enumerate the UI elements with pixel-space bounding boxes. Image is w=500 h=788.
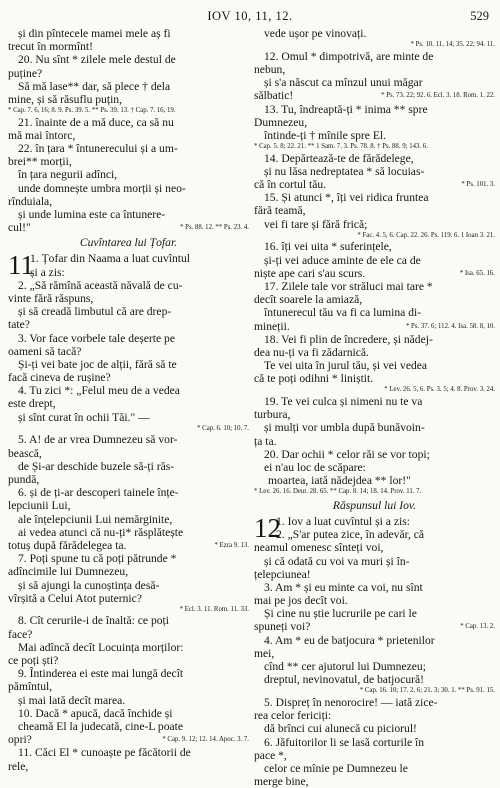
text-line: pămîntul, (8, 680, 53, 694)
text-line: și mulți vor umbla după bunăvoin- (264, 421, 425, 435)
text-line: trecut în mormînt! (8, 40, 94, 54)
verse-text: cul!" (8, 221, 31, 235)
footnote: * Cap. 13. 2. (460, 623, 495, 631)
chapter-number: 11 (8, 250, 34, 281)
text-line-with-footnote (254, 267, 495, 280)
text-line: 12. Omul * dimpotrivă, are minte de (264, 49, 434, 63)
text-line: 20. Nu sînt * zilele mele destul de (18, 53, 176, 67)
text-line: este drept, (8, 397, 56, 411)
text-line: fără teamă, (254, 204, 306, 218)
right-column (254, 27, 495, 788)
verse-text: sălbatic! (254, 89, 294, 103)
text-line: turbura, (254, 408, 291, 422)
footnote: * Ps. 101. 3. (461, 181, 495, 189)
text-line: 2. „S'ar putea zice, în adevăr, că (276, 528, 425, 542)
footnote: * Ps. 88. 12. ** Ps. 23. 4. (180, 224, 249, 232)
text-line: pundă, (8, 473, 40, 486)
text-line: 21. înainte de a mă duce, ca să nu (18, 115, 174, 129)
text-line: 8. Cît cerurile-i de înaltă: ce poți (18, 614, 169, 628)
text-line: mă mai întorc, (8, 128, 76, 142)
text-line-with-footnote (254, 178, 495, 191)
chapter-start (8, 250, 249, 281)
footnote: * Fac. 4. 5, 6. Cap. 22. 26. Ps. 119. 6. 1 Ioan 3. 21. (357, 231, 495, 239)
text-line: 2. „Să rămînă această năvală de cu- (18, 278, 183, 292)
text-line: 17. Zilele tale vor străluci mai tare * (264, 279, 433, 293)
section-heading: Cuvîntarea lui Țofar. (79, 236, 178, 250)
text-line: și că odată cu voi va muri și în- (264, 554, 410, 568)
text-line: merge bine, (254, 775, 309, 788)
text-line: Și-ți vei bate joc de alții, fără să te (18, 357, 177, 371)
text-line: ai vedea atunci că nu-ți* răsplătește (18, 525, 184, 539)
text-line: și s'a născut ca mînzul unui măgar (264, 76, 423, 90)
text-line-with-footnote (8, 221, 249, 234)
text-line-with-footnote (254, 320, 495, 333)
text-line: că te poți odihni * liniștit. (254, 372, 374, 386)
text-line: 16. îți vei uita * suferințele, (264, 240, 392, 254)
text-line: dreptul, nevinovatul, de batjocură! (264, 673, 425, 687)
text-line: 13. Tu, îndreaptă-ți * inima ** spre (264, 102, 428, 116)
footnote: * Ps. 73. 22; 92. 6. Ecl. 3. 18. Rom. 1. 22. (381, 92, 495, 100)
text-line-with-footnote (254, 620, 495, 633)
text-line: 10. Dacă * apucă, dacă închide și (18, 706, 173, 720)
text-line: mine, și să răsuflu puțin, (8, 92, 122, 106)
text-line: Și cine nu știe lucrurile pe cari le (264, 607, 417, 621)
footnote: * Lev. 26. 16. Deut. 28. 65. ** Cap. 8. 14; 18. 14. Prov. 11. 7. (254, 488, 422, 496)
page-header (0, 9, 500, 25)
text-line: cheamă El la judecată, cine-L poate (18, 719, 184, 733)
text-line: puține? (8, 66, 43, 80)
text-line: și să creadă limbutul că are drep- (18, 305, 172, 319)
chapter-number: 12 (254, 512, 281, 543)
text-line: dă brînci cui alunecă cu piciorul! (264, 722, 417, 736)
text-line: dea nu-ți va fi zădarnică. (254, 345, 369, 359)
text-line: 4. Am * eu de batjocura * prietenilor (264, 633, 435, 647)
text-line: vei fi tare și fără frică; (264, 217, 368, 231)
left-column (8, 27, 249, 773)
text-line: 5. A! de ar vrea Dumnezeu să vor- (18, 433, 178, 447)
text-line: 19. Te vei culca și nimeni nu te va (264, 395, 423, 409)
text-line: Mai adîncă decît Locuința morților: (18, 640, 184, 654)
text-line: unde domnește umbra morții și neo- (18, 181, 186, 195)
text-line: vede ușor pe vinovați. (264, 27, 367, 40)
footnote: * Isa. 65. 16. (459, 269, 495, 277)
text-line: 15. Și atunci *, îți vei ridica fruntea (264, 191, 429, 205)
text-line: Dumnezeu, (254, 115, 308, 129)
footnote: * Cap. 16. 10; 17. 2, 6; 21. 3; 30. 1. ** Ps. 91. 15. (359, 687, 495, 695)
text-line: 3. Am * și eu minte ca voi, nu sînt (264, 580, 423, 594)
text-line: rea celor fericiți: (254, 709, 332, 723)
text-line: 5. Dispreț în nenorocire! — iată zice- (264, 696, 438, 709)
text-line: 9. Întinderea ei este mai lungă decît (18, 667, 184, 681)
text-line: și din pîntecele mamei mele aș fi (18, 27, 171, 40)
footnote: * Ps. 37. 6; 112. 4. Isa. 58. 8, 10. (405, 322, 495, 330)
footnote: * Ps. 10. 11, 14; 35. 22; 94. 11. (410, 41, 495, 49)
text-line: cînd ** cer ajutorul lui Dumnezeu; (264, 660, 426, 674)
text-line: pace *, (254, 748, 287, 762)
footnote: * Lev. 26. 5, 6. Ps. 3. 5; 4. 8. Prov. 3. 24. (384, 386, 495, 394)
text-line: întinde-ți † mînile spre El. (264, 128, 387, 142)
text-line: moartea, iată nădejdea ** lor!" (268, 474, 411, 488)
text-line: lepciunii Lui, (8, 499, 71, 513)
text-line: 6. și de ți-ar descoperi tainele înțe- (18, 486, 179, 500)
text-line: țelepciunea! (254, 567, 311, 581)
text-line: tate? (8, 318, 30, 332)
footnote: * Cap. 6. 10; 10. 7. (197, 424, 249, 432)
footnote: * Ezra 9. 13. (214, 541, 249, 549)
text-line: 20. Dar ochii * celor răi se vor topi; (264, 447, 430, 461)
text-line: 3. Vor face vorbele tale deșerte pe (18, 331, 175, 345)
text-line: în țara negurii adînci, (18, 168, 118, 182)
text-line: 6. Jăfuitorilor li se lasă corturile în (264, 735, 425, 749)
text-line: 7. Poți spune tu că poți pătrunde * (18, 552, 177, 566)
text-line: rînduiala, (8, 194, 53, 208)
text-line: facă cineva de rușine? (8, 371, 111, 385)
footnote: * Cap. 5. 8; 22. 21. ** 1 Sam. 7. 3. Ps. 78. 8. † Ps. 88. 9; 143. 6. (254, 143, 428, 151)
text-line: 4. Tu zici *: „Felul meu de a vedea (18, 384, 180, 398)
verse-text: spuneți voi? (254, 620, 311, 634)
text-line: bească, (8, 446, 42, 460)
text-line: Să mă lase** dar, să plece † dela (18, 79, 171, 93)
text-line: rele, (8, 759, 29, 773)
text-line: oameni să tacă? (8, 344, 82, 358)
text-line: 11. Căci El * cunoaște pe făcătorii de (18, 746, 191, 760)
text-line: adîncimile lui Dumnezeu, (8, 565, 129, 579)
verse-text: niște ape cari s'au scurs. (254, 266, 366, 280)
footnote: * Cap. 9. 12; 12. 14. Apoc. 3. 7. (162, 736, 249, 744)
page-number: 529 (470, 9, 489, 23)
footnote: * Ecl. 3. 11. Rom. 11. 33. (179, 605, 249, 613)
verse-text: mineții. (254, 319, 290, 333)
text-line: vinte fără răspuns, (8, 291, 94, 305)
text-line: și unde lumina este ca întunere- (18, 208, 166, 222)
text-line: celor ce mînie pe Dumnezeu le (264, 761, 408, 775)
text-line: face? (8, 627, 33, 641)
text-line: vîrșită a Celui Atot puternic? (8, 591, 142, 605)
text-line: 1. Iov a luat cuvîntul și a zis: (276, 514, 410, 528)
text-line: neamul omenesc sînteți voi, (254, 541, 384, 555)
text-line: ța ta. (254, 434, 277, 448)
text-line: și sînt curat în ochii Tăi." — (18, 410, 150, 424)
verse-text: opri? (8, 733, 32, 747)
text-line-with-footnote (254, 89, 495, 102)
text-line: și a zis: (30, 265, 65, 279)
text-line: ale înțelepciunii Lui nemărginite, (18, 512, 173, 526)
text-line: întunerecul tău va fi ca lumina di- (264, 306, 422, 320)
text-line: mai pe jos decît voi. (254, 594, 348, 608)
text-line: decît soarele la amiază, (254, 293, 363, 307)
chapter-start (254, 512, 495, 543)
text-line: 18. Vei fi plin de încredere, și nădej- (264, 332, 433, 346)
verse-text: totuș după fărădelegea ta. (8, 538, 127, 552)
verse-text: că în cortul tău. (254, 178, 327, 192)
running-title: IOV 10, 11, 12. (207, 9, 293, 23)
text-line: și-ți vei aduce aminte de ele ca de (264, 253, 421, 267)
text-line: Te vei uita în jurul tău, și vei vedea (264, 359, 428, 373)
text-line-with-footnote (8, 539, 249, 552)
text-line: nebun, (254, 62, 286, 76)
text-line: și nu lăsa nedreptatea * să locuias- (264, 164, 425, 178)
text-line: mei, (254, 646, 275, 660)
text-line: 14. Depărtează-te de fărădelege, (264, 151, 414, 165)
text-line: și să ajungi la cunoștința desă- (18, 578, 160, 592)
text-line: și mai lată decît marea. (18, 693, 126, 707)
text-line: ce poți ști? (8, 654, 59, 668)
text-line: brei** morții, (8, 155, 72, 169)
text-line: de Și-ar deschide buzele să-ți răs- (18, 459, 175, 473)
text-line: 1. Țofar din Naama a luat cuvîntul (30, 252, 191, 266)
text-line: 22. în țara * întunerecului și a um- (18, 142, 178, 156)
section-heading: Răspunsul lui Iov. (332, 498, 417, 512)
footnote: * Cap. 7. 6, 16; 8. 9. Ps. 39. 5. ** Ps. 39. 13. † Cap. 7. 16, 19. (8, 107, 176, 115)
text-line: ei n'au loc de scăpare: (264, 461, 366, 474)
